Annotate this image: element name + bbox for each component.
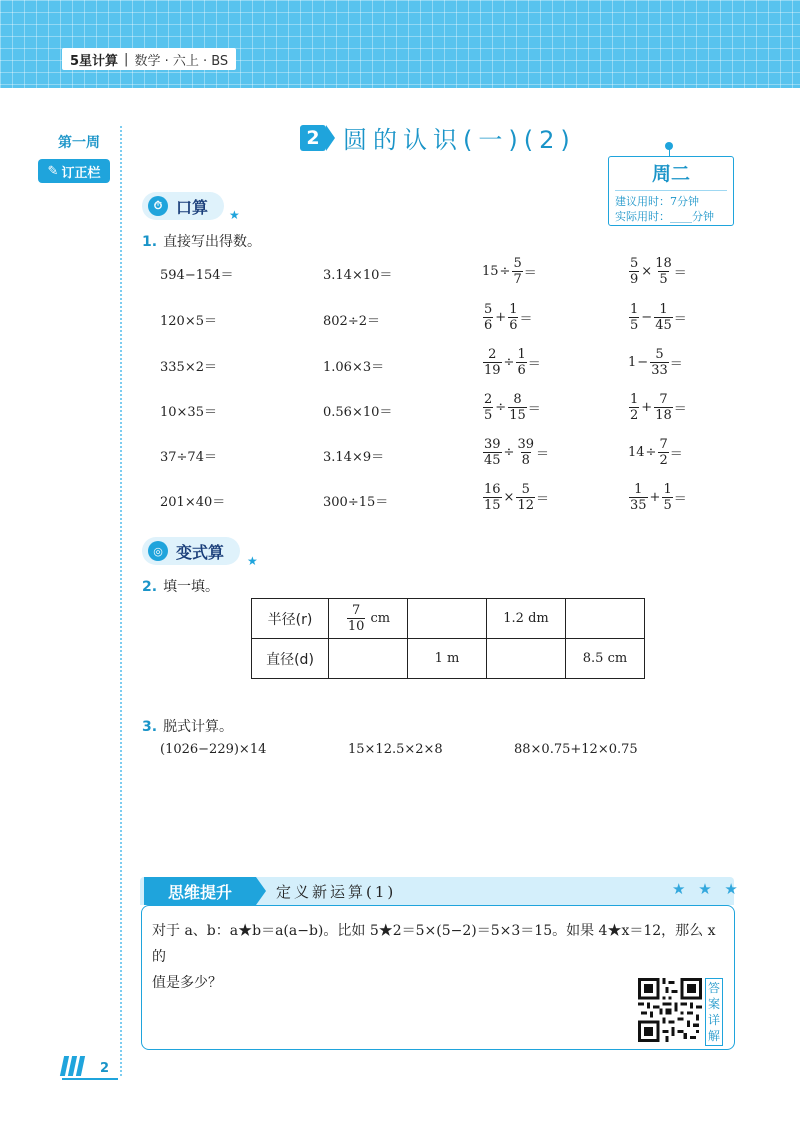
table-cell: 1 m — [408, 639, 487, 679]
equals: ＝ — [673, 492, 687, 507]
fraction — [658, 437, 668, 468]
tag-arrow — [256, 877, 266, 905]
denominator: 6 — [517, 363, 526, 378]
fraction — [516, 482, 535, 513]
expression: 88×0.75+12×0.75 — [514, 742, 638, 757]
operator: × — [503, 490, 515, 505]
fraction — [512, 256, 522, 287]
fraction — [483, 302, 493, 333]
expression: (1026−229)×14 — [160, 742, 267, 757]
lesson-number-badge: 2 — [300, 125, 326, 151]
problem: 335×2＝ — [160, 360, 217, 375]
operator: ÷ — [645, 445, 657, 460]
question-3 — [142, 716, 233, 736]
stopwatch-icon: ⏱ — [148, 196, 168, 216]
fraction — [654, 392, 673, 423]
divider — [615, 190, 727, 191]
operator: ÷ — [503, 445, 515, 460]
equals: ＝ — [669, 447, 683, 462]
fraction — [654, 302, 673, 333]
question-1 — [142, 231, 261, 251]
problem: 802÷2＝ — [323, 314, 380, 329]
thinking-tag: 思维提升 — [144, 877, 256, 905]
star-icon: ★ — [247, 554, 258, 568]
denominator: 45 — [655, 318, 672, 333]
operand: 15 — [482, 264, 499, 279]
problem-line: 值是多少？ — [152, 975, 222, 991]
fraction — [629, 392, 639, 423]
operator: ÷ — [495, 400, 507, 415]
numerator: 18 — [655, 256, 672, 271]
numerator: 39 — [484, 437, 501, 452]
question-number: 2. — [142, 579, 158, 595]
problem: 201×40＝ — [160, 495, 226, 510]
denominator: 5 — [663, 498, 672, 513]
numerator: 8 — [513, 392, 522, 407]
equals: ＝ — [527, 357, 541, 372]
operator: ÷ — [503, 355, 515, 370]
fraction — [654, 256, 673, 287]
suggested-time: 建议用时：7分钟 — [615, 195, 699, 208]
page-underline — [62, 1078, 118, 1080]
problem-fraction — [628, 302, 687, 333]
equals: ＝ — [673, 266, 687, 281]
question-number: 1. — [142, 234, 158, 250]
denominator: 12 — [517, 498, 534, 513]
numerator: 1 — [630, 392, 639, 407]
lesson-title-block — [300, 120, 576, 155]
difficulty-stars-icon: ★ ★ ★ — [672, 880, 742, 898]
problem-fraction — [628, 437, 683, 468]
denominator: 2 — [659, 453, 668, 468]
problem-fraction — [482, 482, 549, 513]
denominator: 35 — [630, 498, 647, 513]
problem: 1.06×3＝ — [323, 360, 385, 375]
problem: 120×5＝ — [160, 314, 217, 329]
denominator: 45 — [484, 453, 501, 468]
section-variant-label: 变式算 — [176, 542, 225, 562]
correction-tab — [38, 159, 110, 183]
equals: ＝ — [536, 492, 550, 507]
operator: + — [495, 310, 507, 325]
numerator: 7 — [659, 437, 668, 452]
denominator: 6 — [484, 318, 493, 333]
denominator: 33 — [651, 363, 668, 378]
denominator: 8 — [521, 453, 530, 468]
page-number: 2 — [100, 1061, 110, 1076]
numerator: 7 — [351, 603, 361, 618]
fraction — [629, 256, 639, 287]
equals: ＝ — [536, 447, 550, 462]
fraction — [629, 482, 648, 513]
numerator: 1 — [517, 347, 526, 362]
hanger-line — [669, 148, 670, 156]
section-oral — [142, 192, 224, 220]
answer-explanation-label[interactable]: 答案详解 — [705, 978, 723, 1046]
fraction — [516, 347, 526, 378]
denominator: 10 — [347, 619, 365, 634]
equals: ＝ — [669, 357, 683, 372]
problem-fraction — [628, 482, 687, 513]
pencil-icon: ✎ — [47, 163, 59, 179]
numerator: 2 — [488, 347, 497, 362]
fraction — [483, 437, 502, 468]
question-text: 填一填。 — [163, 579, 220, 595]
denominator: 19 — [484, 363, 501, 378]
row-header-radius: 半径(r) — [252, 599, 329, 639]
question-number: 3. — [142, 719, 158, 735]
fraction — [483, 347, 502, 378]
operator: + — [641, 400, 653, 415]
operator: − — [637, 355, 649, 370]
denominator: 7 — [513, 272, 522, 287]
correction-label: 订正栏 — [61, 165, 101, 181]
operator: − — [641, 310, 653, 325]
numerator: 1 — [663, 482, 672, 497]
operator: ÷ — [499, 264, 511, 279]
equals: ＝ — [527, 402, 541, 417]
problem-fraction — [482, 347, 541, 378]
section-variant — [142, 537, 240, 565]
numerator: 5 — [655, 347, 664, 362]
question-text: 脱式计算。 — [163, 719, 234, 735]
table-cell: 1.2 dm — [487, 599, 566, 639]
week-label: 第一周 — [58, 135, 100, 151]
day-card — [608, 156, 734, 226]
operand: 1 — [628, 355, 637, 370]
numerator: 1 — [509, 302, 518, 317]
table-cell-blank[interactable] — [408, 599, 487, 639]
problem-fraction — [482, 437, 549, 468]
denominator: 5 — [484, 408, 493, 423]
problem: 3.14×9＝ — [323, 450, 385, 465]
denominator: 6 — [509, 318, 518, 333]
unit: cm — [370, 611, 391, 626]
problem-fraction — [482, 302, 532, 333]
problem-fraction — [628, 347, 683, 378]
numerator: 5 — [513, 256, 522, 271]
operand: 14 — [628, 445, 645, 460]
page-title: 圆的认识(一)(2) — [343, 126, 576, 154]
equals: ＝ — [673, 312, 687, 327]
numerator: 5 — [484, 302, 493, 317]
table-cell-blank[interactable] — [329, 639, 408, 679]
equals: ＝ — [523, 266, 537, 281]
problem-fraction — [628, 256, 687, 287]
separator: | — [124, 51, 129, 67]
fraction — [508, 302, 518, 333]
problem-fraction — [628, 392, 687, 423]
subject-label: 数学 · 六上 · BS — [134, 53, 229, 69]
numerator: 1 — [659, 302, 668, 317]
day-label: 周二 — [651, 163, 690, 185]
denominator: 9 — [630, 272, 639, 287]
fraction — [483, 482, 502, 513]
numerator: 16 — [484, 482, 501, 497]
equals: ＝ — [673, 402, 687, 417]
table-row — [252, 599, 645, 639]
numerator: 1 — [634, 482, 643, 497]
chevron-right-icon — [326, 125, 335, 151]
row-header-diameter: 直径(d) — [252, 639, 329, 679]
fraction — [483, 392, 493, 423]
table-cell — [329, 599, 408, 639]
table-row — [252, 639, 645, 679]
problem: 3.14×10＝ — [323, 268, 393, 283]
series-label — [62, 48, 236, 70]
section-oral-label: 口算 — [176, 197, 209, 217]
fraction — [516, 437, 535, 468]
problem: 594−154＝ — [160, 268, 234, 283]
question-text: 直接写出得数。 — [163, 234, 262, 250]
actual-time: 实际用时：____分钟 — [615, 210, 714, 223]
numerator: 2 — [484, 392, 493, 407]
problem-fraction — [482, 392, 541, 423]
fraction — [629, 302, 639, 333]
numerator: 5 — [521, 482, 530, 497]
problem: 10×35＝ — [160, 405, 217, 420]
numerator: 39 — [517, 437, 534, 452]
fraction — [347, 603, 366, 634]
equals: ＝ — [519, 312, 533, 327]
target-icon: ◎ — [148, 541, 168, 561]
problem: 0.56×10＝ — [323, 405, 393, 420]
expression: 15×12.5×2×8 — [348, 742, 443, 757]
numerator: 1 — [630, 302, 639, 317]
radius-diameter-table — [251, 598, 645, 679]
problem-fraction — [482, 256, 537, 287]
fraction — [662, 482, 672, 513]
table-cell: 8.5 cm — [566, 639, 645, 679]
denominator: 15 — [484, 498, 501, 513]
fraction — [650, 347, 669, 378]
numerator: 7 — [659, 392, 668, 407]
denominator: 5 — [630, 318, 639, 333]
numerator: 5 — [630, 256, 639, 271]
problem-line: 对于 a、b：a★b＝a(a−b)。比如 5★2＝5×(5−2)＝5×3＝15。如果 4★x＝12，那么 x 的 — [152, 923, 716, 965]
table-cell-blank[interactable] — [487, 639, 566, 679]
denominator: 18 — [655, 408, 672, 423]
fraction — [508, 392, 527, 423]
qr-code-icon[interactable] — [638, 978, 702, 1042]
margin-divider — [120, 126, 122, 1076]
problem: 300÷15＝ — [323, 495, 389, 510]
question-2 — [142, 576, 219, 596]
header-band — [0, 0, 800, 88]
denominator: 5 — [659, 272, 668, 287]
thinking-subtitle: 定义新运算(1) — [276, 883, 397, 901]
denominator: 15 — [509, 408, 526, 423]
operator: × — [641, 264, 653, 279]
problem: 37÷74＝ — [160, 450, 217, 465]
page-mark-icon — [62, 1056, 83, 1076]
denominator: 2 — [630, 408, 639, 423]
brand-name: 5星计算 — [70, 53, 119, 69]
table-cell-blank[interactable] — [566, 599, 645, 639]
operator: + — [649, 490, 661, 505]
star-icon: ★ — [229, 208, 240, 222]
